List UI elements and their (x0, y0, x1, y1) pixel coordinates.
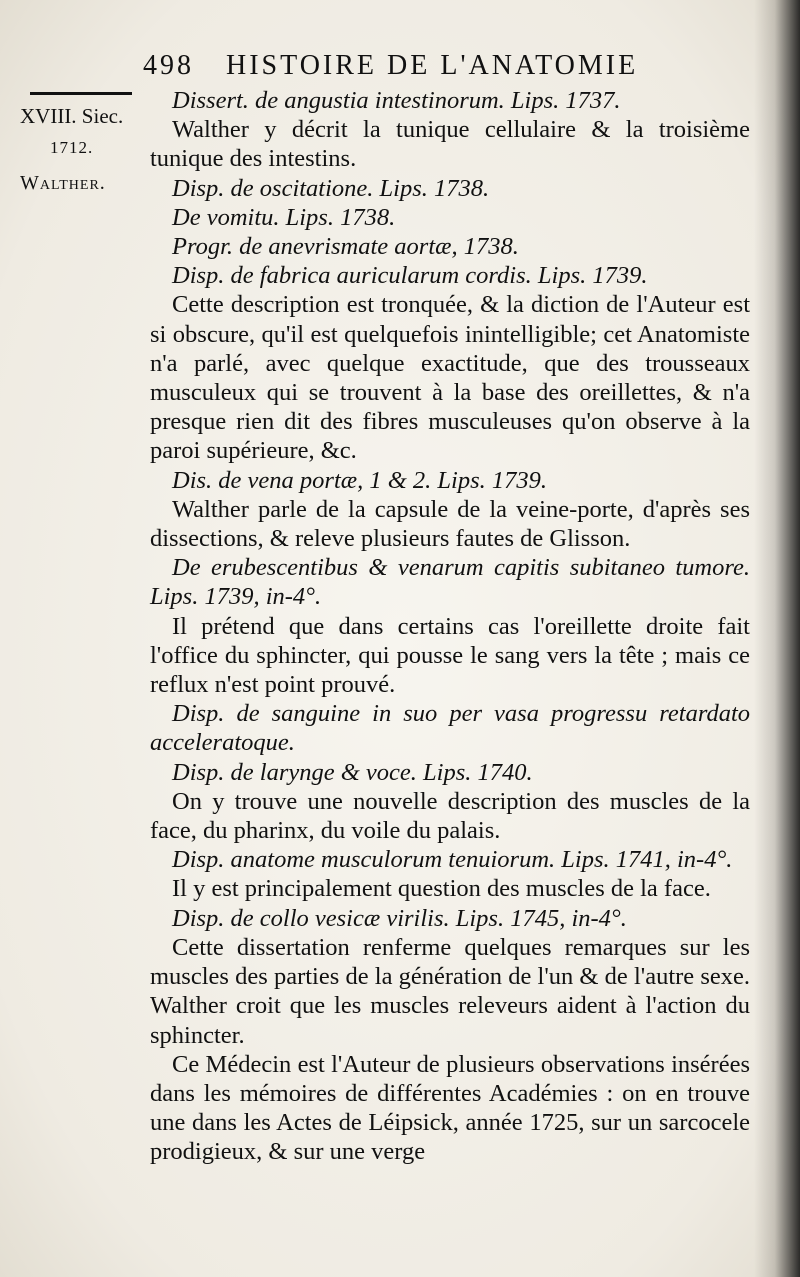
paragraph: Walther parle de la capsule de la veine-porte, d'après ses dissections, & releve plusieurs fautes de Glisson. (150, 495, 750, 553)
paragraph: Cette dissertation renferme quelques remarques sur les muscles des parties de la génération de l'un & de l'autre sexe. Walther croit que les muscles releveurs aident à l'action du sphincter. (150, 933, 750, 1049)
paragraph: Cette description est tronquée, & la diction de l'Auteur est si obscure, qu'il est quelquefois inintelligible; cet Anatomiste n'a parlé, avec quelque exactitude, que des trousseaux musculeux qui se trouvent à la base des oreillettes, & n'a presque rien dit des fibres musculeuses qu'on observe à la paroi supérieure, &c. (150, 291, 750, 465)
citation: Disp. de fabrica auricularum cordis. Lips. 1739. (172, 262, 648, 290)
citation: Disp. de larynge & voce. Lips. 1740. (172, 758, 533, 786)
margin-note-author: Walther. (20, 172, 106, 194)
citation: Disp. anatome musculorum tenuiorum. Lips. 1741, in-4°. (172, 846, 733, 874)
citation: Disp. de sanguine in suo per vasa progressu retardato acceleratoque. (150, 700, 750, 757)
paragraph: On y trouve une nouvelle description des muscles de la face, du pharinx, du voile du palais. (150, 787, 750, 845)
margin-note-century: XVIII. Siec. (20, 104, 124, 128)
page-binding-shadow (754, 0, 800, 1277)
body-text (150, 86, 750, 1167)
paragraph: Il y est principalement question des muscles de la face. (172, 875, 711, 903)
margin-note-year: 1712. (50, 138, 94, 157)
citation: Dissert. de angustia intestinorum. Lips. 1737. (172, 87, 621, 114)
citation: Disp. de collo vesicæ virilis. Lips. 1745, in-4°. (172, 904, 627, 932)
paragraph: Ce Médecin est l'Auteur de plusieurs observations insérées dans les mémoires de différentes Académies : on en trouve une dans les Actes de Léipsick, année 1725, sur un sarcocele prodigieux, & sur une verge (150, 1050, 750, 1166)
margin-rule (30, 92, 132, 95)
citation: Disp. de oscitatione. Lips. 1738. (172, 174, 490, 202)
page-number: 498 (143, 50, 194, 81)
citation: De vomitu. Lips. 1738. (172, 203, 396, 231)
paragraph: Walther y décrit la tunique cellulaire & la troisième tunique des intestins. (150, 116, 750, 173)
citation: Dis. de vena portæ, 1 & 2. Lips. 1739. (172, 466, 547, 494)
paragraph: Il prétend que dans certains cas l'oreillette droite fait l'office du sphincter, qui pousse le sang vers la tête ; mais ce reflux n'est point prouvé. (150, 612, 750, 699)
citation: Progr. de anevrismate aortæ, 1738. (172, 233, 519, 261)
citation: De erubescentibus & venarum capitis subitaneo tumore. Lips. 1739, in-4°. (150, 554, 750, 611)
running-title: HISTOIRE DE L'ANATOMIE (226, 50, 639, 81)
running-header (143, 50, 663, 82)
